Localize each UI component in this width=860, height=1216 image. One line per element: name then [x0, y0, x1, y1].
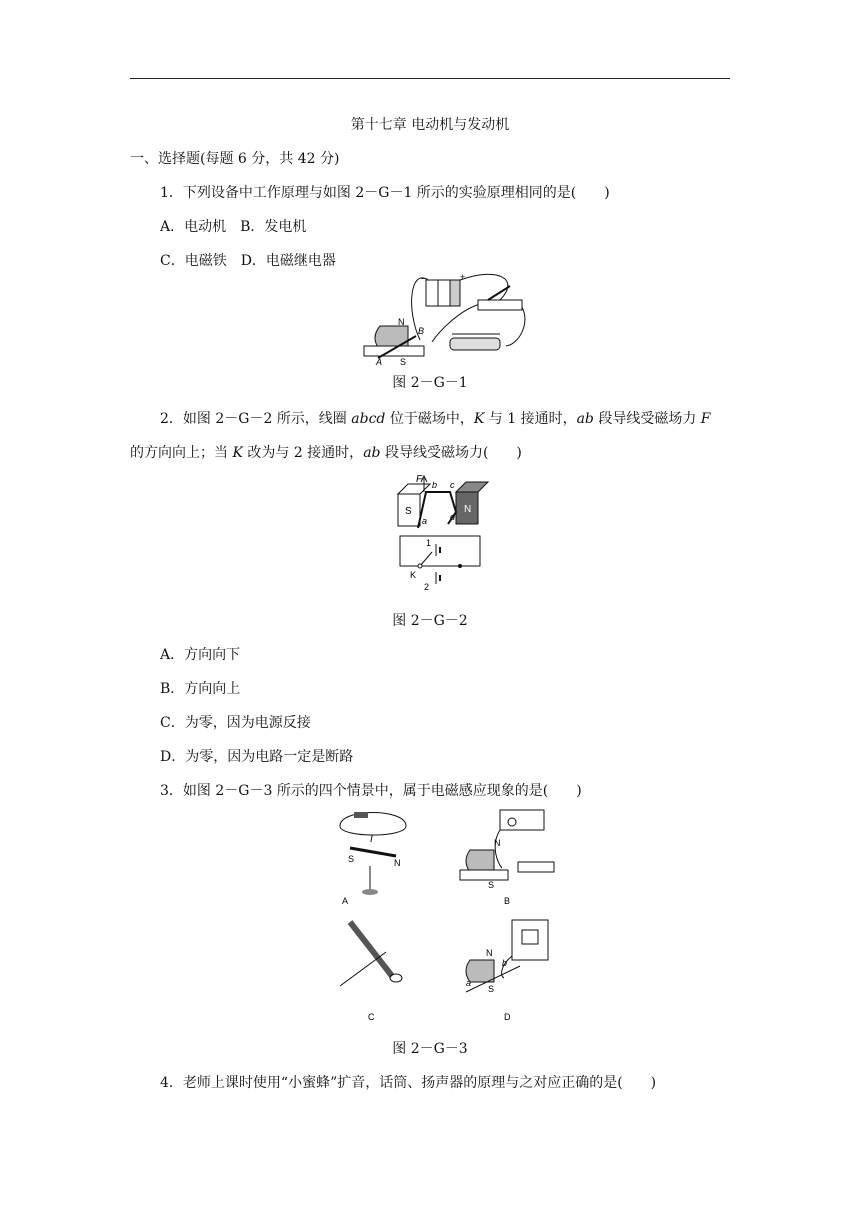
magnet-n-top	[456, 482, 488, 492]
var-ab: ab	[576, 411, 594, 427]
var-abcd: abcd	[351, 411, 386, 427]
q2-option-c: C．为零，因为电源反接	[160, 715, 311, 731]
q1-stem: 1．下列设备中工作原理与如图 2－G－1 所示的实验原理相同的是( )	[160, 185, 610, 201]
junction	[458, 564, 462, 568]
paper-clips	[390, 974, 402, 982]
q2-option-b: B．方向向上	[160, 681, 241, 697]
q2-option-d: D．为零，因为电路一定是断路	[160, 749, 354, 765]
q1-options-cd: C．电磁铁 D．电磁继电器	[160, 253, 336, 269]
panel-c	[340, 922, 402, 1022]
wire-loop	[340, 813, 406, 836]
q1-figure-caption: 图 2－G－1	[392, 375, 468, 391]
q2-figure-caption: 图 2－G－2	[392, 613, 468, 629]
label-k: K	[410, 570, 417, 580]
battery-cell	[438, 280, 450, 306]
figure-2-G-2	[390, 472, 490, 594]
text: 与 1 接通时，	[484, 411, 577, 427]
wire	[432, 304, 480, 342]
figure-2-G-3	[330, 806, 560, 1026]
figure-2-G-1	[360, 270, 540, 366]
label-f: F	[416, 474, 423, 485]
label-n: N	[494, 838, 501, 848]
label-s: S	[488, 880, 495, 890]
magnet-stand	[364, 346, 424, 356]
battery-plus: +	[460, 272, 466, 282]
label-1: 1	[426, 538, 432, 548]
battery-minus: －	[420, 274, 430, 284]
panel-b-label: B	[504, 896, 511, 906]
switch-k	[420, 552, 432, 566]
label-s: S	[405, 506, 412, 517]
chapter-title: 第十七章 电动机与发动机	[350, 117, 510, 133]
switch-lever	[488, 286, 510, 300]
rheostat	[450, 338, 500, 350]
label-n: N	[486, 948, 493, 958]
label-2: 2	[424, 582, 430, 592]
switch-base	[518, 862, 554, 872]
stand-base	[362, 889, 378, 895]
label-i: I	[370, 834, 373, 845]
panel-a	[340, 812, 406, 906]
panel-a-label: A	[342, 896, 349, 906]
q3-figure-caption: 图 2－G－3	[392, 1041, 468, 1057]
text: 2．如图 2－G－2 所示，线圈	[160, 411, 352, 427]
label-d: d	[450, 512, 456, 522]
switch-base	[478, 300, 522, 310]
section-heading: 一、选择题(每题 6 分，共 42 分)	[130, 151, 340, 167]
label-s: S	[400, 357, 407, 366]
panel-b	[460, 810, 554, 906]
q4-stem: 4．老师上课时使用“小蜜蜂”扩音，话筒、扬声器的原理与之对应正确的是( )	[160, 1075, 657, 1091]
q1-options-ab: A．电动机 B．发电机	[160, 219, 307, 235]
horseshoe-magnet	[466, 850, 494, 872]
label-c: c	[450, 480, 455, 490]
text: 的方向向上；当	[130, 445, 233, 461]
var-f: F	[700, 411, 711, 427]
label-n: N	[394, 858, 401, 868]
q2-stem-line2	[130, 442, 522, 462]
wire	[340, 952, 386, 986]
label-a: a	[466, 978, 472, 988]
label-b: B	[418, 326, 425, 336]
label-b: b	[502, 958, 508, 968]
var-ab: ab	[363, 445, 381, 461]
var-k: K	[232, 445, 243, 461]
magnet-stand	[460, 870, 508, 880]
var-k: K	[473, 411, 485, 427]
text: 段导线受磁场力	[593, 411, 701, 427]
header-rule	[130, 78, 730, 79]
meter-box	[500, 810, 544, 830]
panel-d	[466, 920, 548, 1022]
panel-d-label: D	[504, 1012, 511, 1022]
galvanometer	[512, 920, 548, 960]
text: 段导线受磁场力( )	[380, 445, 522, 461]
battery-cell	[450, 280, 460, 306]
wire	[460, 274, 508, 300]
q2-option-a: A．方向向下	[160, 647, 241, 663]
panel-c-label: C	[368, 1012, 375, 1022]
q3-stem: 3．如图 2－G－3 所示的四个情景中，属于电磁感应现象的是( )	[160, 783, 582, 799]
label-b: b	[432, 480, 438, 490]
label-a: A	[376, 357, 383, 366]
label-s: S	[488, 984, 495, 994]
nail-coil	[350, 922, 392, 976]
label-a: a	[422, 516, 428, 526]
label-n: N	[398, 317, 405, 327]
text: 位于磁场中，	[385, 411, 474, 427]
label-n: N	[464, 504, 472, 515]
battery	[354, 812, 368, 818]
q2-stem-line1	[160, 408, 711, 428]
wire	[495, 830, 502, 868]
switch-pivot	[418, 564, 422, 568]
compass-needle	[350, 848, 396, 856]
text: 改为与 2 接通时，	[242, 445, 364, 461]
label-s: S	[348, 854, 355, 864]
